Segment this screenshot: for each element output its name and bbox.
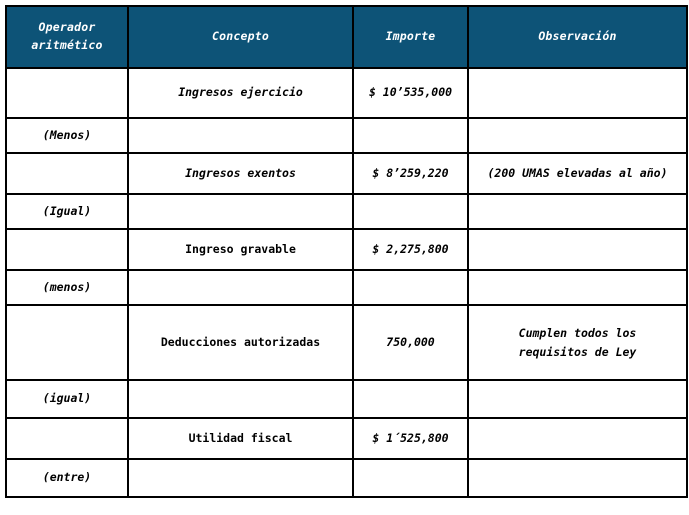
cell-importe <box>353 305 468 380</box>
table-row <box>6 380 687 418</box>
importe-text: 750,000 <box>386 334 435 349</box>
cell-operador-aritmetico <box>6 153 128 194</box>
cell-concepto <box>128 229 353 270</box>
cell-concepto <box>128 194 353 229</box>
cell-importe <box>353 68 468 118</box>
cell-importe <box>353 380 468 418</box>
cell-operador-aritmetico <box>6 270 128 305</box>
concepto-text: Deducciones autorizadas <box>160 334 321 349</box>
cell-importe <box>353 270 468 305</box>
cell-observacion <box>468 380 687 418</box>
cell-importe <box>353 194 468 229</box>
table-row <box>6 418 687 459</box>
fiscal-calculation-table <box>5 5 688 498</box>
cell-concepto <box>128 118 353 153</box>
observacion-line: (200 UMAS elevadas al año) <box>487 166 668 181</box>
cell-observacion <box>468 118 687 153</box>
cell-observacion <box>468 459 687 497</box>
cell-operador-aritmetico <box>6 459 128 497</box>
column-header-line: Observación <box>538 29 617 44</box>
column-header-concepto <box>128 6 353 68</box>
table-header <box>6 6 687 68</box>
concepto-text: Ingresos ejercicio <box>178 85 303 100</box>
table-row <box>6 118 687 153</box>
cell-concepto <box>128 459 353 497</box>
cell-importe <box>353 118 468 153</box>
operador-text: (igual) <box>42 391 92 406</box>
cell-concepto <box>128 68 353 118</box>
operador-text: (menos) <box>42 279 92 294</box>
cell-observacion <box>468 418 687 459</box>
column-header-importe <box>353 6 468 68</box>
operador-text: (entre) <box>42 470 92 485</box>
column-header-observacion <box>468 6 687 68</box>
table-row <box>6 153 687 194</box>
cell-observacion <box>468 153 687 194</box>
cell-observacion <box>468 270 687 305</box>
concepto-text: Utilidad fiscal <box>188 430 293 445</box>
cell-operador-aritmetico <box>6 194 128 229</box>
concepto-text: Ingresos exentos <box>185 165 296 180</box>
column-header-line: aritmético <box>31 38 103 52</box>
importe-text: $ 1´525,800 <box>372 430 449 445</box>
observacion-line: Cumplen todos los <box>518 325 637 340</box>
cell-observacion <box>468 229 687 270</box>
table-row <box>6 459 687 497</box>
cell-operador-aritmetico <box>6 118 128 153</box>
column-header-line: Importe <box>385 29 436 44</box>
column-header-line: Operador <box>38 20 96 35</box>
cell-observacion <box>468 68 687 118</box>
cell-observacion <box>468 305 687 380</box>
cell-concepto <box>128 418 353 459</box>
cell-importe <box>353 153 468 194</box>
cell-operador-aritmetico <box>6 418 128 459</box>
cell-concepto <box>128 380 353 418</box>
cell-operador-aritmetico <box>6 305 128 380</box>
cell-operador-aritmetico <box>6 229 128 270</box>
concepto-text: Ingreso gravable <box>185 241 296 256</box>
table-header-row <box>6 6 687 68</box>
table-row <box>6 305 687 380</box>
cell-importe <box>353 459 468 497</box>
table-row <box>6 68 687 118</box>
cell-importe <box>353 229 468 270</box>
cell-concepto <box>128 153 353 194</box>
column-header-operador-aritmetico <box>6 6 128 68</box>
cell-observacion <box>468 194 687 229</box>
table-row <box>6 194 687 229</box>
table-row <box>6 229 687 270</box>
table-row <box>6 270 687 305</box>
importe-text: $ 10’535,000 <box>368 85 453 100</box>
observacion-line: requisitos de Ley <box>518 344 637 359</box>
importe-text: $ 2,275,800 <box>372 241 449 256</box>
cell-operador-aritmetico <box>6 68 128 118</box>
cell-importe <box>353 418 468 459</box>
table-body <box>6 68 687 497</box>
cell-concepto <box>128 270 353 305</box>
operador-text: (Igual) <box>42 203 92 218</box>
importe-text: $ 8’259,220 <box>372 165 449 180</box>
cell-concepto <box>128 305 353 380</box>
cell-operador-aritmetico <box>6 380 128 418</box>
operador-text: (Menos) <box>42 127 92 142</box>
column-header-line: Concepto <box>212 29 269 44</box>
